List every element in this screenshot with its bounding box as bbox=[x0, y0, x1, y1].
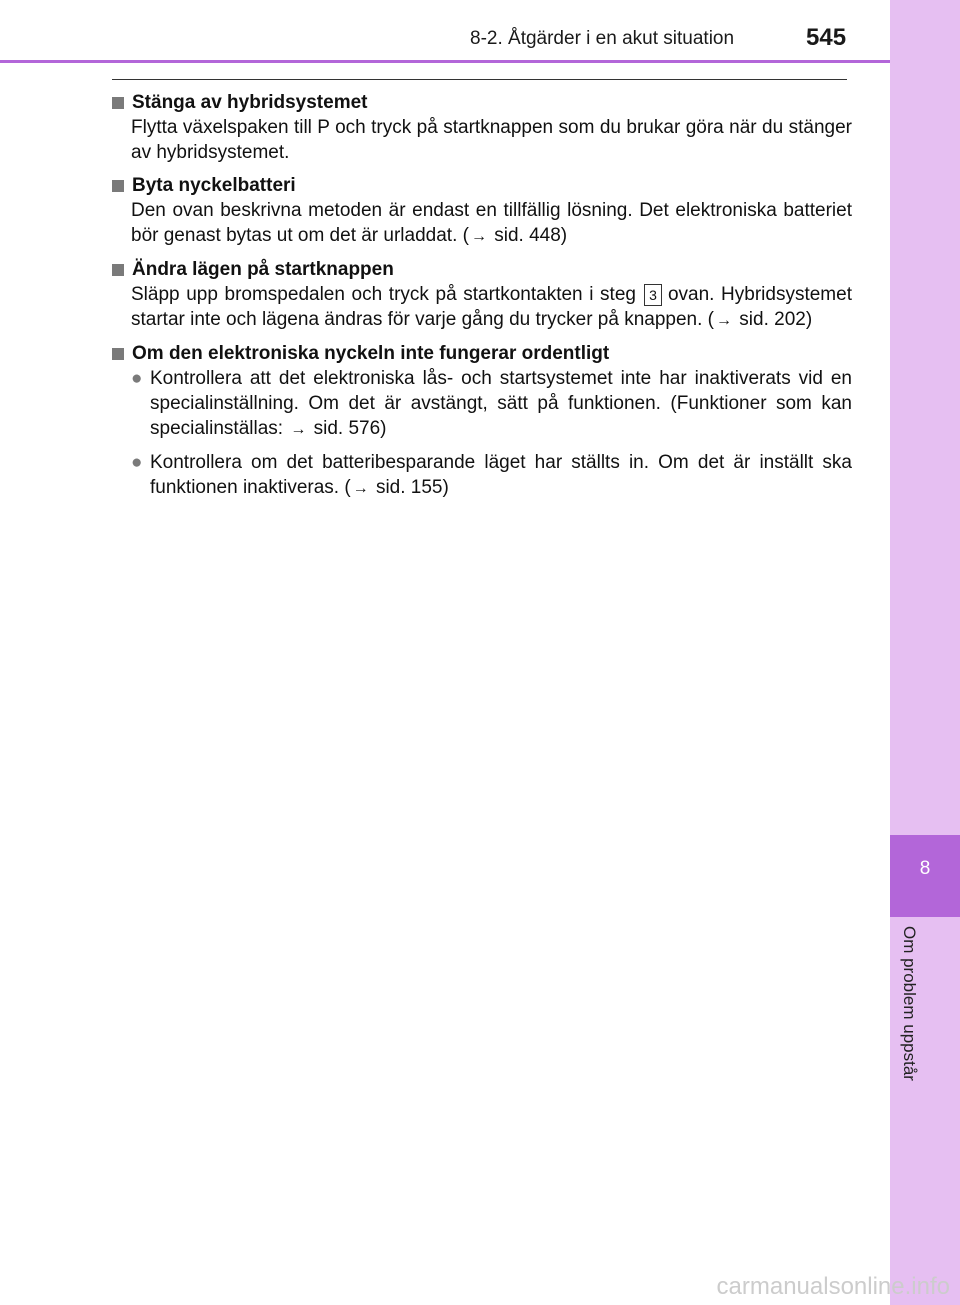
section-heading: Byta nyckelbatteri bbox=[132, 175, 296, 196]
list-item: ● Kontrollera att det elektroniska lås- och startsystemet inte har inaktiverats vid en specialinställning. Om det är avstängt, sätt på funktionen. (Funktioner som kan specialinställas: → sid. 576) bbox=[131, 366, 852, 442]
page-number: 545 bbox=[806, 24, 847, 51]
square-bullet-icon bbox=[112, 97, 124, 109]
section-key-battery bbox=[112, 173, 852, 249]
section-text: Flytta växelspaken till P och tryck på startknappen som du brukar göra när du stänger av hybridsystemet. bbox=[131, 117, 852, 163]
step-number-box: 3 bbox=[644, 284, 662, 306]
arrow-right-icon: → bbox=[290, 421, 307, 438]
section-text: Den ovan beskrivna metoden är endast en tillfällig lösning. Det elektroniska batteriet bör genast bytas ut om det är urladdat. ( bbox=[131, 200, 852, 246]
arrow-right-icon: → bbox=[470, 228, 487, 245]
section-start-modes bbox=[112, 257, 852, 333]
chapter-number: 8 bbox=[919, 858, 931, 879]
arrow-right-icon: → bbox=[352, 480, 369, 497]
page-reference[interactable]: sid. 448) bbox=[494, 225, 568, 246]
square-bullet-icon bbox=[112, 348, 124, 360]
page-reference[interactable]: sid. 576) bbox=[313, 418, 387, 439]
list-item: ● Kontrollera om det batteribesparande läget har ställts in. Om det är inställt ska funktionen inaktiveras. ( → sid. 155) bbox=[131, 450, 852, 501]
chapter-title: Om problem uppstår bbox=[900, 926, 919, 1081]
content-rule bbox=[112, 79, 847, 80]
circle-bullet-icon: ● bbox=[131, 368, 143, 389]
page-reference[interactable]: sid. 202) bbox=[739, 309, 813, 330]
section-heading: Om den elektroniska nyckeln inte fungerar ordentligt bbox=[132, 343, 610, 364]
watermark: carmanualsonline.info bbox=[716, 1273, 950, 1300]
section-heading: Stänga av hybridsystemet bbox=[132, 92, 368, 113]
section-heading: Ändra lägen på startknappen bbox=[132, 259, 394, 280]
section-key-malfunction bbox=[112, 341, 852, 501]
section-stop-hybrid bbox=[112, 90, 852, 165]
arrow-right-icon: → bbox=[716, 312, 733, 329]
page-reference[interactable]: sid. 155) bbox=[375, 477, 449, 498]
square-bullet-icon bbox=[112, 264, 124, 276]
content bbox=[112, 90, 852, 509]
section-text: ovan. Hybridsystemet startar inte och lägena ändras för varje gång du trycker på knappen. ( bbox=[131, 284, 852, 330]
square-bullet-icon bbox=[112, 180, 124, 192]
circle-bullet-icon: ● bbox=[131, 452, 143, 473]
section-title: 8-2. Åtgärder i en akut situation bbox=[470, 28, 735, 49]
header-rule bbox=[0, 60, 890, 63]
section-text: Släpp upp bromspedalen och tryck på startkontakten i steg bbox=[131, 284, 636, 305]
